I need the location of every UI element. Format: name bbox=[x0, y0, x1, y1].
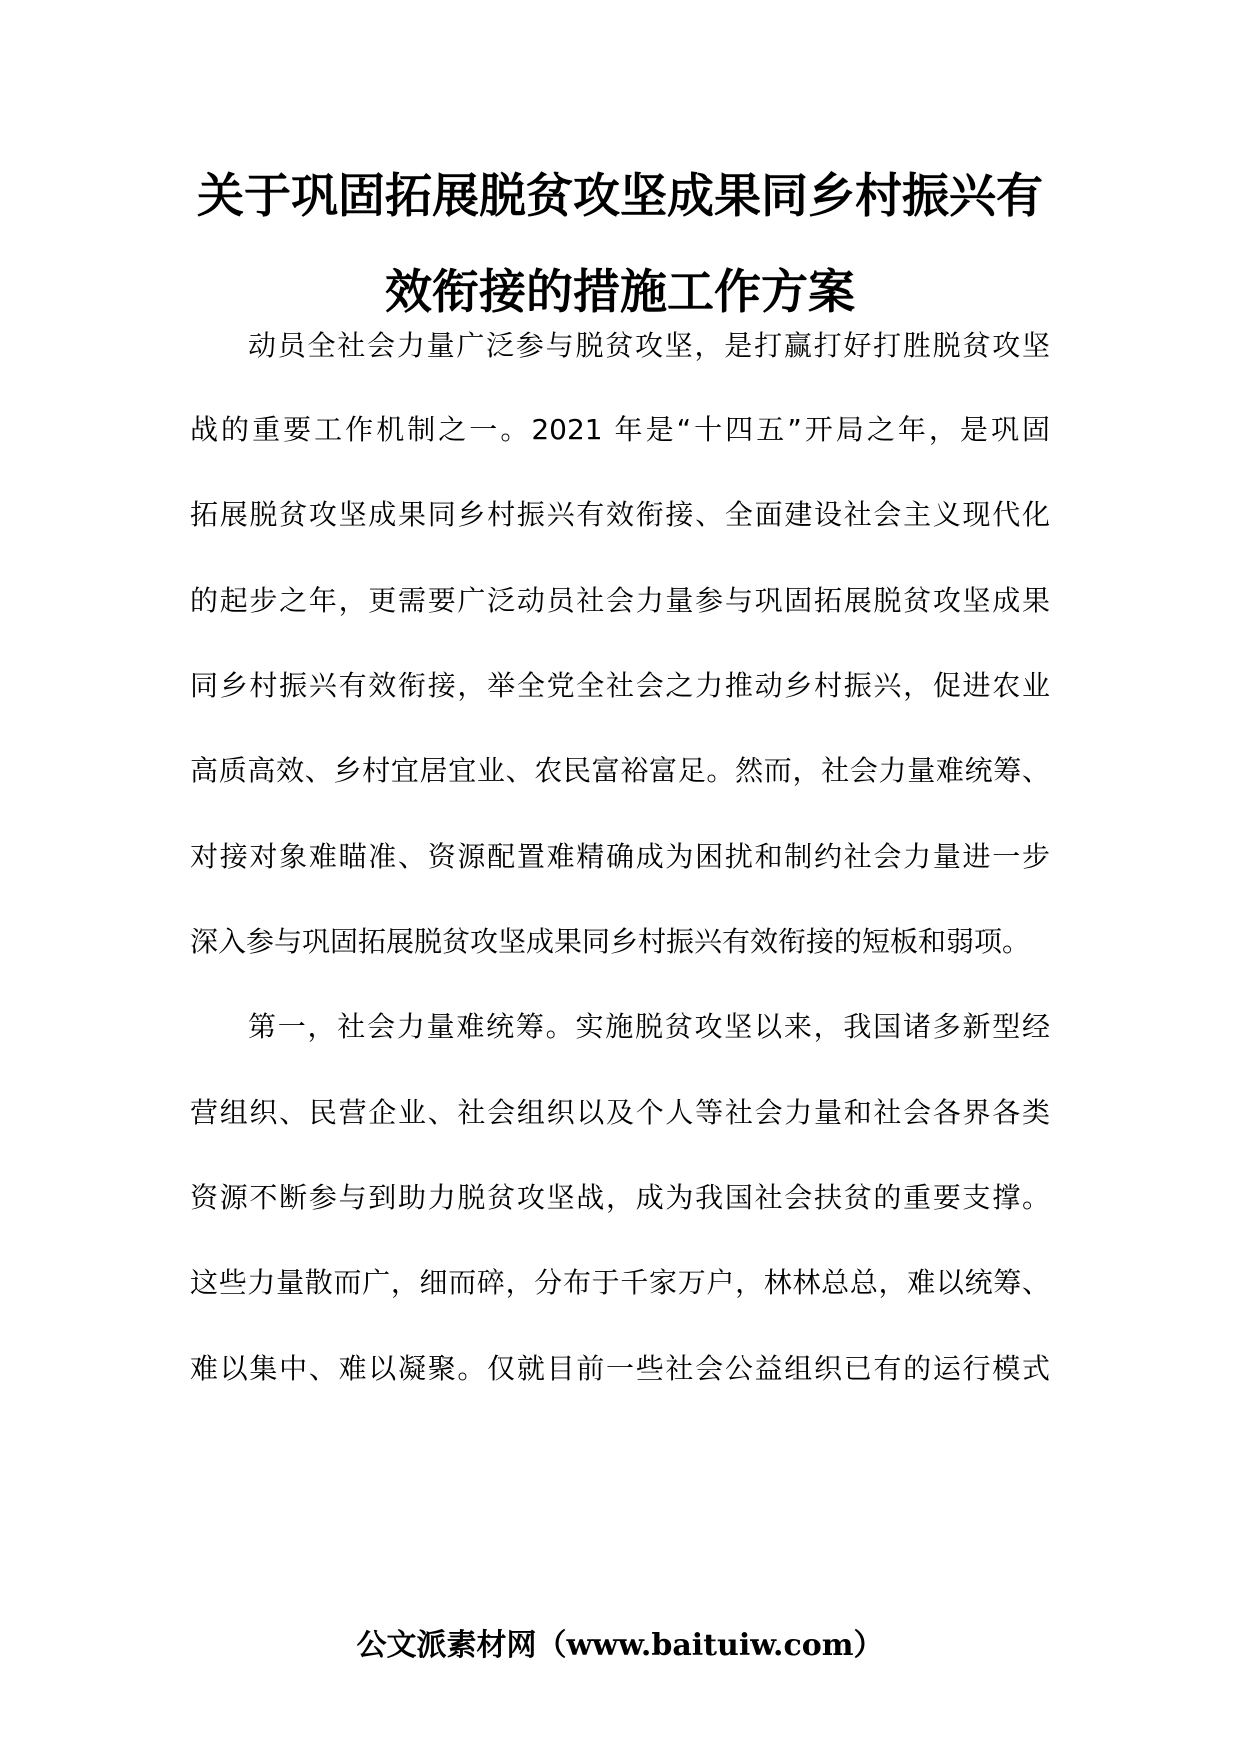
body-line: 的起步之年，更需要广泛动员社会力量参与巩固拓展脱贫攻坚成果 bbox=[190, 584, 1050, 617]
footer-watermark-text: 公文派素材网（www.baituiw.com） bbox=[356, 1628, 884, 1663]
body-line: 对接对象难瞄准、资源配置难精确成为困扰和制约社会力量进一步 bbox=[190, 840, 1050, 873]
body-line: 动员全社会力量广泛参与脱贫攻坚，是打赢打好打胜脱贫攻坚 bbox=[248, 329, 1050, 362]
body-line: 深入参与巩固拓展脱贫攻坚成果同乡村振兴有效衔接的短板和弱项。 bbox=[190, 925, 1031, 958]
body-line: 这些力量散而广，细而碎，分布于千家万户，林林总总，难以统筹、 bbox=[190, 1266, 1050, 1299]
body-line: 战的重要工作机制之一。2021 年是“十四五”开局之年，是巩固 bbox=[190, 413, 1050, 446]
body-line: 拓展脱贫攻坚成果同乡村振兴有效衔接、全面建设社会主义现代化 bbox=[190, 498, 1050, 531]
body-line: 第一，社会力量难统筹。实施脱贫攻坚以来，我国诸多新型经 bbox=[248, 1010, 1050, 1043]
body-line: 高质高效、乡村宜居宜业、农民富裕富足。然而，社会力量难统筹、 bbox=[190, 754, 1050, 787]
document-title-line-2: 效衔接的措施工作方案 bbox=[385, 265, 855, 320]
body-line: 资源不断参与到助力脱贫攻坚战，成为我国社会扶贫的重要支撑。 bbox=[190, 1181, 1050, 1214]
body-line: 营组织、民营企业、社会组织以及个人等社会力量和社会各界各类 bbox=[190, 1096, 1050, 1129]
body-line: 同乡村振兴有效衔接，举全党全社会之力推动乡村振兴，促进农业 bbox=[190, 669, 1050, 702]
body-line: 难以集中、难以凝聚。仅就目前一些社会公益组织已有的运行模式 bbox=[190, 1352, 1050, 1385]
document-title-line-1: 关于巩固拓展脱贫攻坚成果同乡村振兴有 bbox=[197, 169, 1043, 224]
